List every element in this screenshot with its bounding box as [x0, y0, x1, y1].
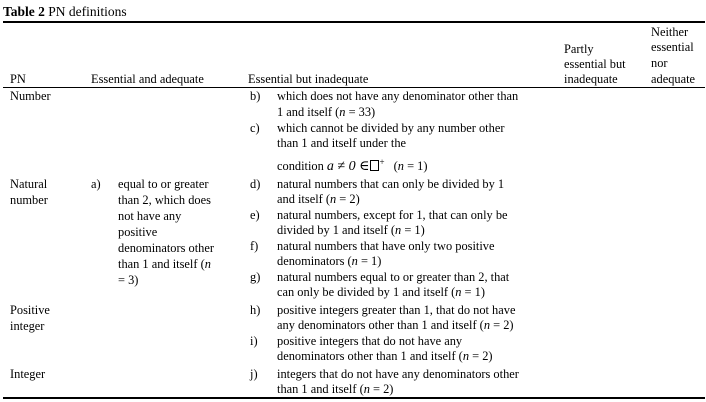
- pn-natural-line-2: number: [10, 193, 48, 207]
- item-g-line-1: natural numbers equal to or greater than 2, that: [277, 270, 510, 284]
- item-c-condition-math: a ≠ 0 ∈: [326, 159, 370, 174]
- item-a-mark: a): [91, 177, 101, 191]
- item-b-line-2: 1 and itself (n = 33): [277, 105, 376, 119]
- header-pn: PN: [10, 72, 26, 86]
- item-a-line-3: not have any: [118, 209, 182, 223]
- item-j-line-1: integers that do not have any denominators other: [277, 367, 519, 381]
- header-neither-line-4: adequate: [651, 72, 696, 86]
- item-g-line-2: can only be divided by 1 and itself (n = 1): [277, 285, 485, 299]
- item-a-line-1: equal to or greater: [118, 177, 209, 191]
- item-j-line-2: than 1 and itself (n = 2): [277, 382, 394, 396]
- item-a-line-2: than 2, which does: [118, 193, 211, 207]
- item-c-condition: [277, 159, 428, 174]
- header-neither-line-3: nor: [651, 56, 668, 70]
- item-f-line-1: natural numbers that have only two positive: [277, 239, 495, 253]
- item-c-line-1: which cannot be divided by any number other: [277, 121, 505, 135]
- item-a-line-6: than 1 and itself (n: [118, 257, 211, 271]
- item-d-line-2: and itself (n = 2): [277, 192, 360, 206]
- header-rule: [3, 87, 705, 88]
- header-neither-line-1: Neither: [651, 25, 689, 39]
- item-e-line-1: natural numbers, except for 1, that can only be: [277, 208, 508, 222]
- item-a-line-5: denominators other: [118, 241, 215, 255]
- header-partly-essential-line-1: Partly: [564, 42, 594, 56]
- item-b-mark: b): [250, 89, 261, 103]
- item-j-mark: j): [250, 367, 258, 381]
- item-c-condition-count: (n = 1): [393, 159, 428, 173]
- item-e-mark: e): [250, 208, 260, 222]
- item-c-line-2: than 1 and itself under the: [277, 136, 407, 150]
- header-essential-adequate: Essential and adequate: [91, 72, 204, 86]
- item-f-mark: f): [250, 239, 259, 253]
- pn-number: Number: [10, 89, 51, 103]
- header-partly-essential-line-3: inadequate: [564, 72, 618, 86]
- table-caption: [3, 4, 127, 19]
- item-a-line-4: positive: [118, 225, 158, 239]
- table-title: PN definitions: [48, 4, 127, 19]
- bottom-rule: [3, 397, 705, 399]
- item-d-mark: d): [250, 177, 261, 191]
- item-h-mark: h): [250, 303, 261, 317]
- item-a-line-7: = 3): [118, 273, 139, 287]
- header-partly-essential-line-2: essential but: [564, 57, 626, 71]
- header-essential-inadequate: Essential but inadequate: [248, 72, 369, 86]
- item-b-line-1: which does not have any denominator other than: [277, 89, 519, 103]
- item-f-line-2: denominators (n = 1): [277, 254, 382, 268]
- header-neither-line-2: essential: [651, 40, 694, 54]
- pn-integer: Integer: [10, 367, 46, 381]
- item-h-line-2: any denominators other than 1 and itself (n = 2): [277, 318, 514, 332]
- item-g-mark: g): [250, 270, 261, 284]
- item-i-line-1: positive integers that do not have any: [277, 334, 463, 348]
- item-c-condition-label: condition: [277, 159, 324, 173]
- item-i-line-2: denominators other than 1 and itself (n = 2): [277, 349, 493, 363]
- top-rule: [3, 21, 705, 23]
- pn-natural-line-1: Natural: [10, 177, 48, 191]
- item-c-mark: c): [250, 121, 260, 135]
- pn-positive-line-1: Positive: [10, 303, 50, 317]
- item-d-line-1: natural numbers that can only be divided by 1: [277, 177, 505, 191]
- item-i-mark: i): [250, 334, 258, 348]
- plus-superscript-icon: +: [379, 157, 385, 167]
- table-label: Table 2: [3, 4, 45, 19]
- pn-positive-line-2: integer: [10, 319, 45, 333]
- item-e-line-2: divided by 1 and itself (n = 1): [277, 223, 425, 237]
- item-h-line-1: positive integers greater than 1, that do not have: [277, 303, 516, 317]
